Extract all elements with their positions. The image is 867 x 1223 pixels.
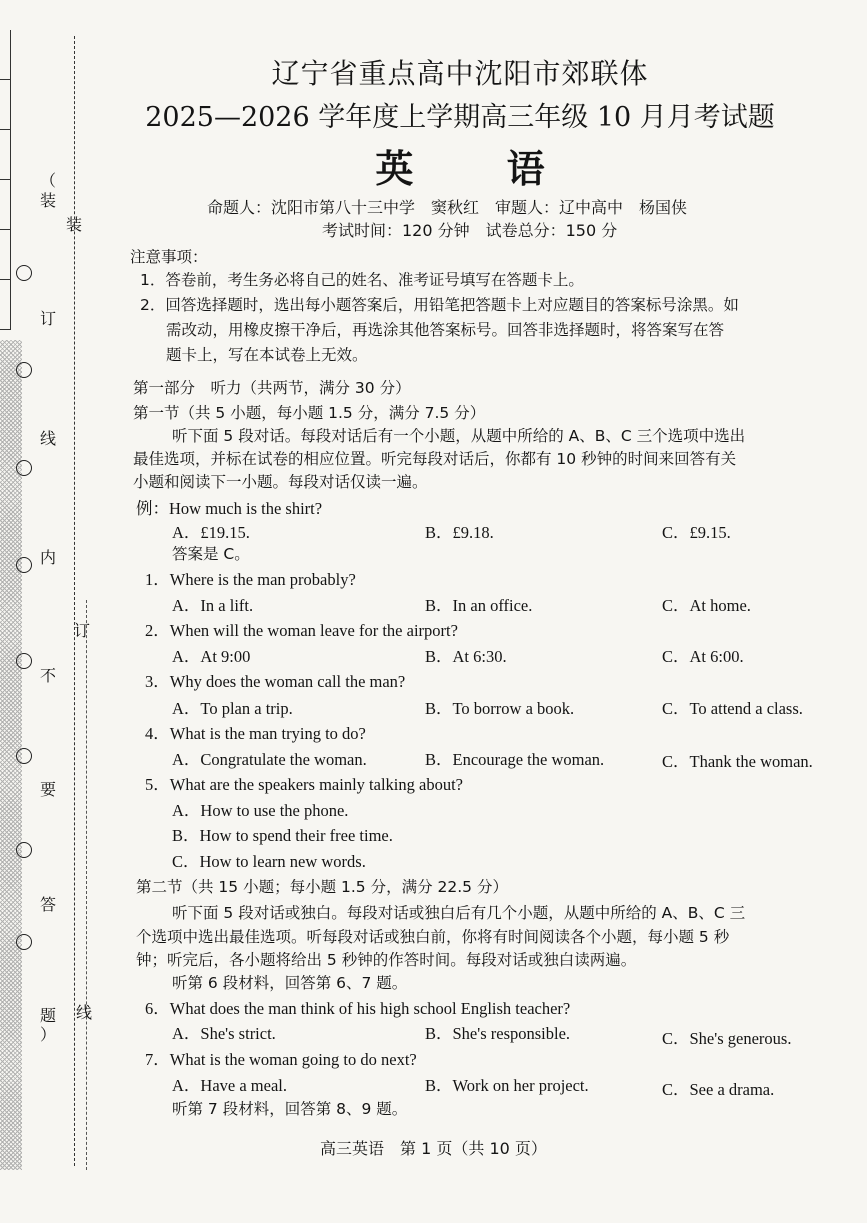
margin-char: （ xyxy=(40,171,57,190)
material-label: 听第 6 段材料，回答第 6、7 题。 xyxy=(172,974,408,992)
material-label: 听第 7 段材料，回答第 8、9 题。 xyxy=(172,1100,408,1118)
margin-char: 线 xyxy=(76,1003,93,1022)
option-a: A．How to use the phone. xyxy=(172,801,349,820)
subject-title: 英 语 xyxy=(375,147,585,191)
margin-char: 要 xyxy=(40,780,57,799)
binding-hole xyxy=(16,460,32,476)
section-instruction: 听下面 5 段对话。每段对话后有一个小题，从题中所给的 A、B、C 三个选项中选出 xyxy=(172,427,746,445)
option-a: A．Congratulate the woman. xyxy=(172,750,367,769)
margin-char: 线 xyxy=(40,429,57,448)
notes-item: 题卡上，写在本试卷上无效。 xyxy=(166,346,368,364)
example-answer: 答案是 C。 xyxy=(172,545,250,563)
option-c: C．She's generous. xyxy=(662,1029,792,1048)
option-a: A．She's strict. xyxy=(172,1024,276,1043)
option-a: A．To plan a trip. xyxy=(172,699,293,718)
margin-char: 装 xyxy=(40,191,57,210)
option-c: C．To attend a class. xyxy=(662,699,803,718)
option-c: C．See a drama. xyxy=(662,1080,775,1099)
notes-item: 2．回答选择题时，选出每小题答案后，用铅笔把答题卡上对应题目的答案标号涂黑。如 xyxy=(140,296,739,314)
option-b: B．Encourage the woman. xyxy=(425,750,605,769)
binding-hole xyxy=(16,748,32,764)
section-heading: 第二节（共 15 小题；每小题 1.5 分，满分 22.5 分） xyxy=(136,878,508,896)
margin-boxes xyxy=(0,30,11,330)
option-c: C．At 6:00. xyxy=(662,647,744,666)
margin-char: 装 xyxy=(66,215,83,234)
binding-hole xyxy=(16,653,32,669)
section-heading: 第一节（共 5 小题，每小题 1.5 分，满分 7.5 分） xyxy=(133,404,486,422)
margin-char: 不 xyxy=(40,666,57,685)
option-a: A．Have a meal. xyxy=(172,1076,287,1095)
binding-hole xyxy=(16,557,32,573)
section-instruction: 钟；听完后，各小题将给出 5 秒钟的作答时间。每段对话或独白读两遍。 xyxy=(136,951,637,969)
option-c: C．How to learn new words. xyxy=(172,852,366,871)
section-instruction: 个选项中选出最佳选项。听每段对话或独白前，你将有时间阅读各个小题，每小题 5 秒 xyxy=(136,928,730,946)
margin-char: 题 xyxy=(40,1006,57,1025)
page-footer: 高三英语 第 1 页（共 10 页） xyxy=(320,1139,547,1158)
exam-title-line1: 辽宁省重点高中沈阳市郊联体 xyxy=(271,57,649,90)
exam-title-line2: 2025—2026 学年度上学期高三年级 10 月月考试题 xyxy=(145,102,775,133)
notes-heading: 注意事项： xyxy=(130,248,208,266)
binding-hole xyxy=(16,265,32,281)
binding-hole xyxy=(16,842,32,858)
margin-char: 内 xyxy=(40,548,57,567)
section-instruction: 听下面 5 段对话或独白。每段对话或独白后有几个小题，从题中所给的 A、B、C 三 xyxy=(172,904,746,922)
binding-hole xyxy=(16,362,32,378)
question-stem: 5．What are the speakers mainly talking about? xyxy=(145,775,463,794)
binding-hole xyxy=(16,934,32,950)
question-stem: 6．What does the man think of his high school English teacher? xyxy=(145,999,571,1018)
option-b: B．In an office. xyxy=(425,596,533,615)
binding-line-outer xyxy=(74,36,75,1166)
question-stem: 1．Where is the man probably? xyxy=(145,570,356,589)
option-c: C．£9.15. xyxy=(662,523,731,542)
exam-info-line: 考试时间：120 分钟 试卷总分：150 分 xyxy=(322,221,618,240)
authors-line: 命题人：沈阳市第八十三中学 窦秋红 审题人：辽中高中 杨国侠 xyxy=(207,198,688,217)
question-stem: 3．Why does the woman call the man? xyxy=(145,672,406,691)
margin-char: ） xyxy=(40,1025,57,1044)
section-instruction: 小题和阅读下一小题。每段对话仅读一遍。 xyxy=(133,473,428,491)
option-a: A．In a lift. xyxy=(172,596,254,615)
margin-char: 订 xyxy=(40,309,57,328)
question-stem: 4．What is the man trying to do? xyxy=(145,724,366,743)
option-b: B．To borrow a book. xyxy=(425,699,575,718)
margin-char: 订 xyxy=(74,621,91,640)
option-b: B．She's responsible. xyxy=(425,1024,571,1043)
section-instruction: 最佳选项，并标在试卷的相应位置。听完每段对话后，你都有 10 秒钟的时间来回答有关 xyxy=(133,450,737,468)
option-b: B．£9.18. xyxy=(425,523,494,542)
part-heading: 第一部分 听力（共两节，满分 30 分） xyxy=(133,379,411,397)
example-question: 例：How much is the shirt? xyxy=(136,499,323,518)
option-b: B．Work on her project. xyxy=(425,1076,589,1095)
question-stem: 2．When will the woman leave for the airport? xyxy=(145,621,458,640)
binding-line-inner xyxy=(86,600,87,1170)
option-a: A．At 9:00 xyxy=(172,647,251,666)
option-b: B．How to spend their free time. xyxy=(172,826,393,845)
question-stem: 7．What is the woman going to do next? xyxy=(145,1050,417,1069)
option-c: C．Thank the woman. xyxy=(662,752,813,771)
option-c: C．At home. xyxy=(662,596,751,615)
notes-item: 需改动，用橡皮擦干净后，再选涂其他答案标号。回答非选择题时，将答案写在答 xyxy=(166,321,725,339)
option-a: A．£19.15. xyxy=(172,523,250,542)
option-b: B．At 6:30. xyxy=(425,647,507,666)
notes-item: 1．答卷前，考生务必将自己的姓名、准考证号填写在答题卡上。 xyxy=(140,271,584,289)
margin-char: 答 xyxy=(40,895,57,914)
